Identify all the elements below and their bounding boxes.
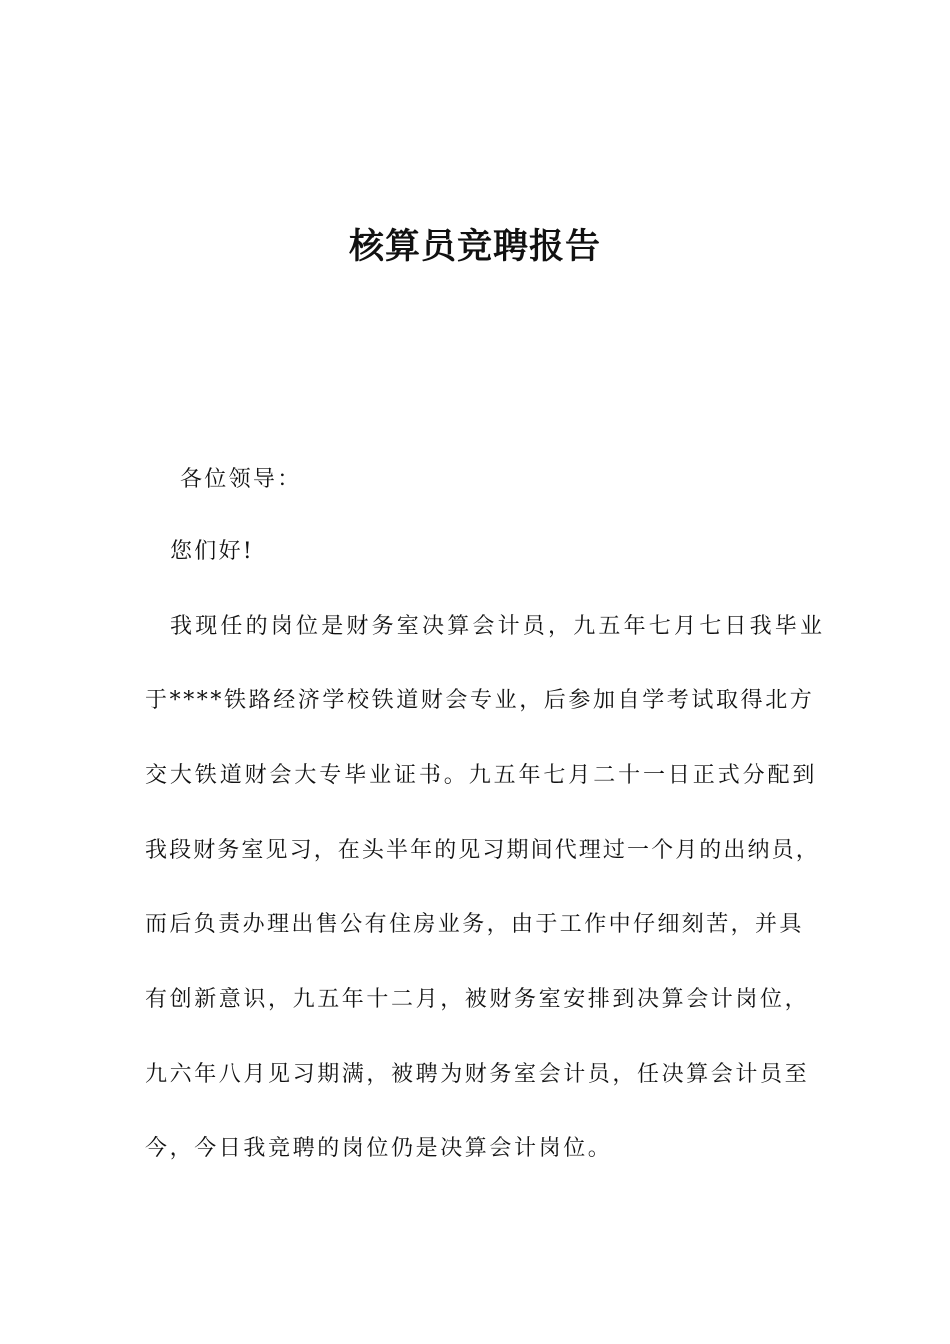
body-line-7: 九六年八月见习期满，被聘为财务室会计员，任决算会计员至	[145, 1062, 810, 1087]
body-line-2: 于****铁路经济学校铁道财会专业，后参加自学考试取得北方	[145, 688, 815, 713]
body-line-5: 而后负责办理出售公有住房业务，由于工作中仔细刻苦，并具	[145, 912, 804, 937]
body-line-4: 我段财务室见习，在头半年的见习期间代理过一个月的出纳员，	[145, 838, 820, 863]
greeting: 您们好!	[170, 539, 255, 564]
body-line-1: 我现任的岗位是财务室决算会计员，九五年七月七日我毕业	[170, 614, 826, 639]
body-line-6: 有创新意识，九五年十二月，被财务室安排到决算会计岗位，	[145, 987, 810, 1012]
body-line-3: 交大铁道财会大专毕业证书。九五年七月二十一日正式分配到	[145, 763, 818, 788]
body-line-8: 今，今日我竞聘的岗位仍是决算会计岗位。	[145, 1136, 613, 1161]
document-title: 核算员竞聘报告	[348, 227, 601, 267]
salutation: 各位领导：	[180, 467, 302, 492]
